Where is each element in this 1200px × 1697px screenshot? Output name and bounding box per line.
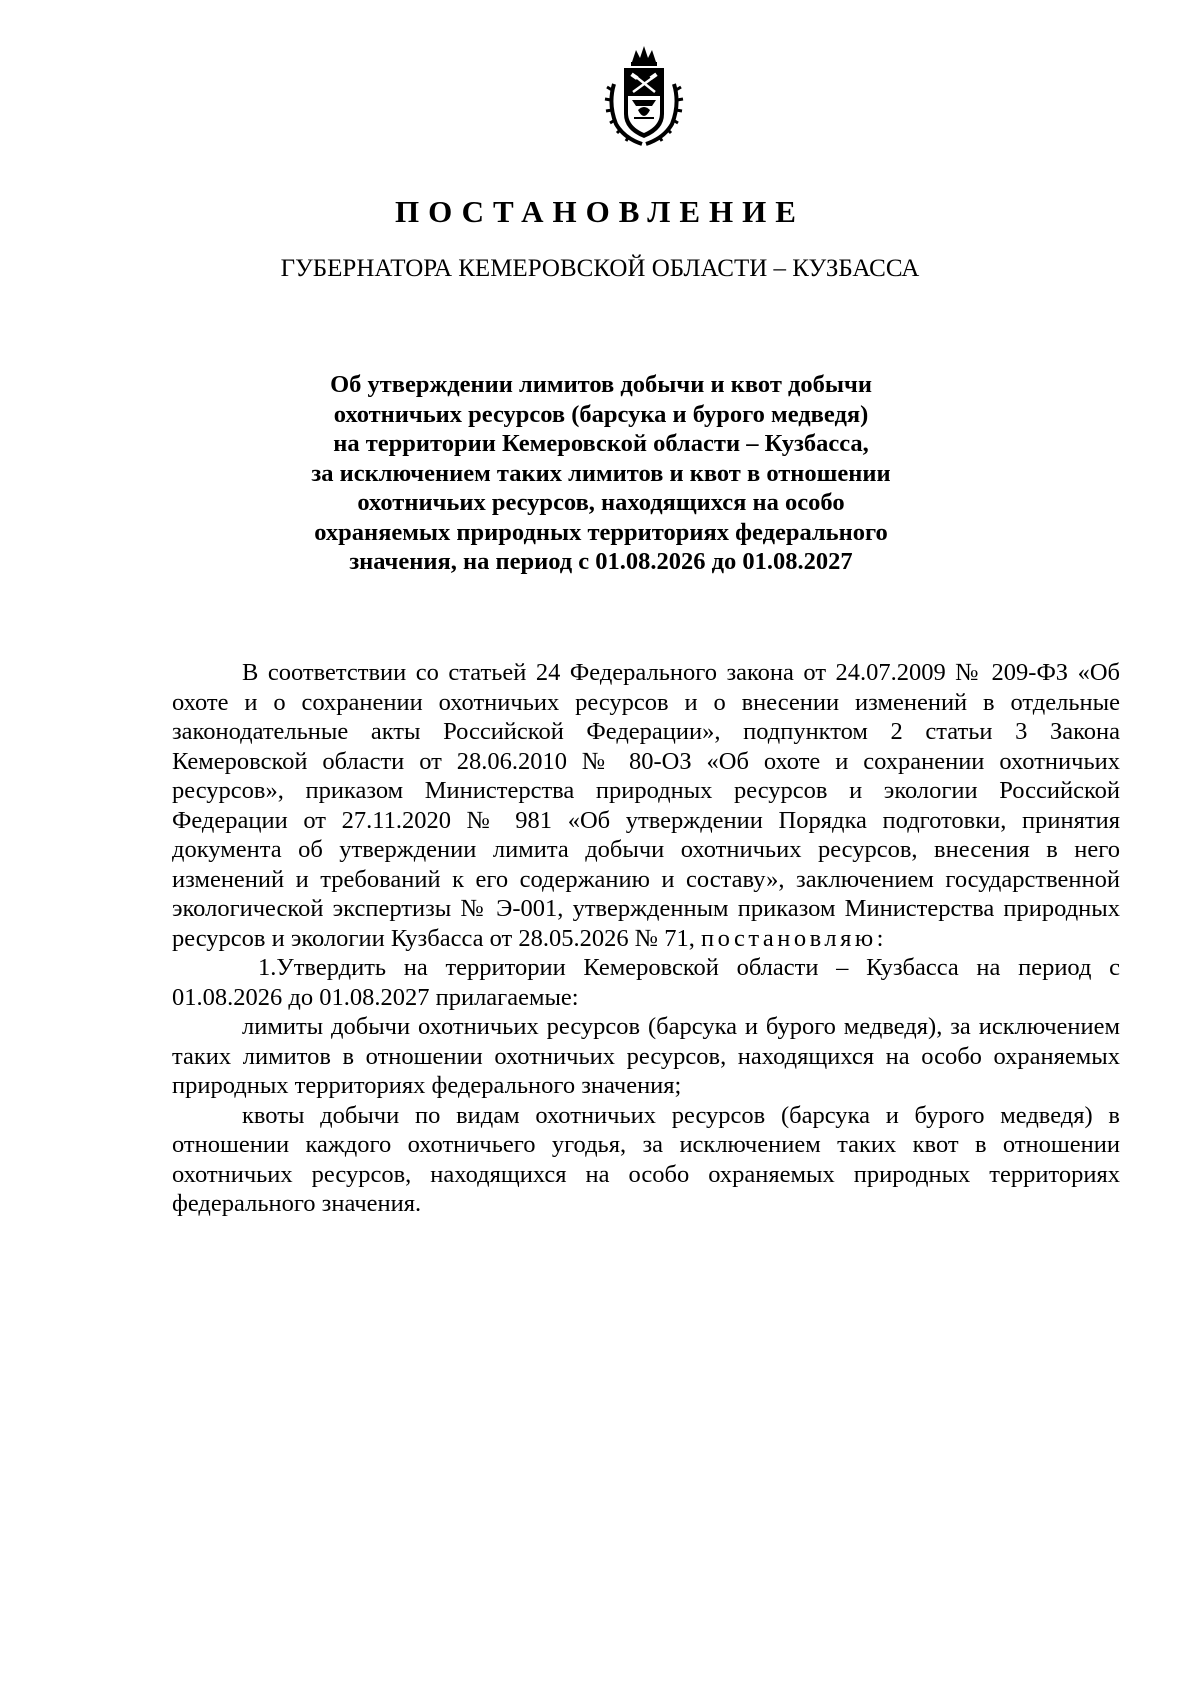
document-body [172, 658, 1120, 1219]
title-line: охотничьих ресурсов, находящихся на особо [357, 489, 845, 516]
decree-word: постановляю: [701, 924, 887, 952]
title-line: охотничьих ресурсов (барсука и бурого медведя) [333, 400, 869, 428]
title-line: охраняемых природных территориях федерального [314, 518, 888, 546]
title-line: значения, на период с 01.08.2026 до 01.08.2027 [349, 548, 853, 575]
item-1-paragraph: 1.Утвердить на территории Кемеровской области – Кузбасса на период с 01.08.2026 до 01.08.2027 прилагаемые: [172, 954, 1120, 1011]
preamble-paragraph [172, 658, 1120, 953]
sub-item-limits: лимиты добычи охотничьих ресурсов (барсука и бурого медведя), за исключением таких лимитов в отношении охотничьих ресурсов, находящихся на особо охраняемых природных территориях федерального значения; [172, 1013, 1120, 1099]
kemerovo-coat-of-arms-icon [604, 44, 684, 148]
sub-item-quotas: квоты добычи по видам охотничьих ресурсов (барсука и бурого медведя) в отношении каждого охотничьего угодья, за исключением таких квот в отношении охотничьих ресурсов, находящихся на особо охраняемых природных территориях федерального значения. [172, 1101, 1120, 1217]
title-line: за исключением таких лимитов и квот в отношении [311, 459, 891, 487]
issuer-line: ГУБЕРНАТОРА КЕМЕРОВСКОЙ ОБЛАСТИ – КУЗБАССА [280, 255, 920, 282]
title-line: Об утверждении лимитов добычи и квот добычи [330, 371, 872, 398]
document-type-heading: ПОСТАНОВЛЕНИЕ [395, 194, 805, 229]
preamble-text: В соответствии со статьей 24 Федерального закона от 24.07.2009 № 209-ФЗ «Об охоте и о сохранении охотничьих ресурсов и о внесении изменений в отдельные законодательные акты Российской Федерации», подпунктом 2 статьи 3 Закона Кемеровской области от 28.06.2010 № 80-ОЗ «Об охоте и сохранении охотничьих ресурсов», приказом Министерства природных ресурсов и экологии Российской Федерации от 27.11.2020 № 981 «Об утверждении Порядка подготовки, принятия документа об утверждении лимита добычи охотничьих ресурсов, внесения в него изменений и требований к его содержанию и составу», заключением государственной экологической экспертизы № Э-001, утвержденным приказом Министерства природных ресурсов и экологии Кузбасса от 28.05.2026 № 71, [172, 659, 1120, 952]
document-title [246, 370, 956, 577]
title-line: на территории Кемеровской области – Кузбасса, [333, 430, 869, 457]
